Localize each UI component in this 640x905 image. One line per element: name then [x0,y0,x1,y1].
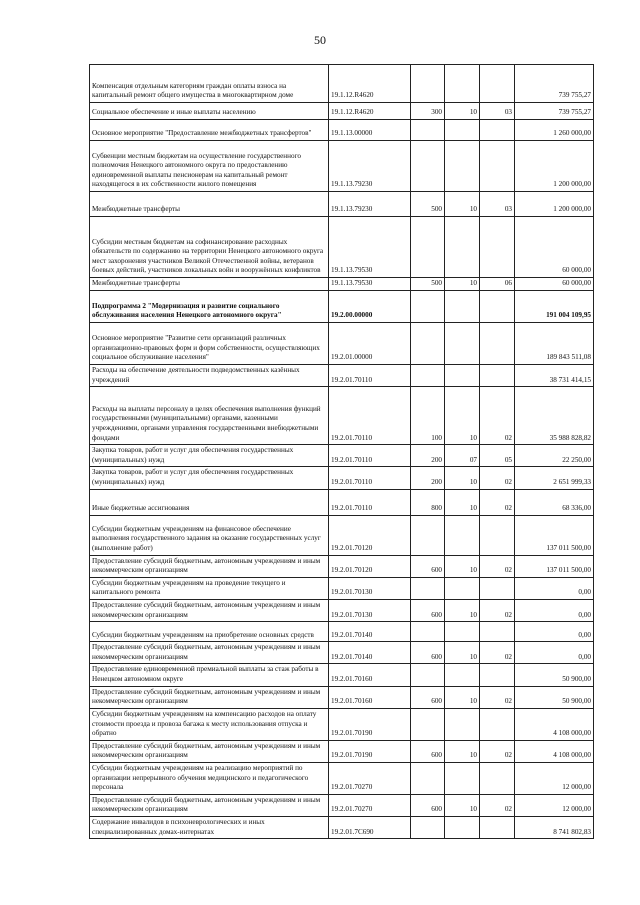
cell-amount: 60 000,00 [515,217,594,278]
cell-name: Предоставление единовременной премиальной выплаты за стаж работы в Ненецком автономном округе [90,664,329,686]
cell-amount: 12 000,00 [515,794,594,816]
cell-name: Основное мероприятие "Развитие сети организаций различных организационно-правовых форм и форм собственности, осуществляющих социальное обслуживание населения" [90,323,329,365]
table-row [90,708,594,740]
table-row [90,387,594,445]
budget-table-body [90,65,594,839]
cell-section: 10 [445,642,480,664]
cell-expense-group: 600 [411,794,445,816]
cell-subsection: 03 [480,192,515,217]
cell-subsection: 02 [480,387,515,445]
cell-expense-group: 600 [411,740,445,762]
cell-code: 19.1.12.R4620 [329,103,411,120]
cell-expense-group [411,577,445,599]
cell-name: Межбюджетные трансферты [90,192,329,217]
cell-name: Предоставление субсидий бюджетным, автономным учреждениям и иным некоммерческим организациям [90,642,329,664]
cell-amount: 1 200 000,00 [515,141,594,192]
cell-subsection [480,141,515,192]
cell-subsection: 02 [480,740,515,762]
cell-subsection: 06 [480,278,515,291]
table-row [90,445,594,467]
cell-expense-group: 500 [411,278,445,291]
cell-section: 10 [445,192,480,217]
cell-amount: 60 000,00 [515,278,594,291]
cell-amount: 4 108 000,00 [515,740,594,762]
cell-code: 19.2.00.00000 [329,291,411,323]
table-row [90,599,594,621]
cell-section [445,664,480,686]
cell-amount: 50 900,00 [515,664,594,686]
table-row [90,192,594,217]
cell-name: Подпрограмма 2 "Модернизация и развитие социального обслуживания населения Ненецкого автономного округа" [90,291,329,323]
table-row [90,467,594,489]
cell-section [445,577,480,599]
cell-name: Предоставление субсидий бюджетным, автономным учреждениям и иным некоммерческим организациям [90,555,329,577]
cell-code: 19.2.01.00000 [329,323,411,365]
cell-expense-group: 800 [411,489,445,515]
cell-code: 19.2.01.70190 [329,708,411,740]
cell-subsection [480,664,515,686]
cell-subsection [480,120,515,141]
table-row [90,515,594,555]
cell-code: 19.2.01.70270 [329,762,411,794]
cell-code: 19.2.01.70130 [329,577,411,599]
table-row [90,141,594,192]
table-row [90,817,594,839]
table-row [90,489,594,515]
table-row [90,103,594,120]
cell-code: 19.1.13.79530 [329,217,411,278]
cell-section [445,291,480,323]
cell-amount: 739 755,27 [515,65,594,103]
cell-subsection: 02 [480,467,515,489]
cell-code: 19.2.01.70110 [329,489,411,515]
cell-section [445,622,480,642]
cell-section [445,817,480,839]
cell-expense-group: 200 [411,445,445,467]
cell-amount: 191 004 109,95 [515,291,594,323]
cell-name: Субсидии местным бюджетам на софинансирование расходных обязательств по содержанию на территории Ненецкого автономного округа мест захоронения участников Великой Отечественной войны, ветеранов боевых действий, участников локальных войн и вооружённых конфликтов [90,217,329,278]
cell-expense-group: 600 [411,599,445,621]
cell-subsection: 02 [480,599,515,621]
cell-code: 19.1.13.79230 [329,192,411,217]
cell-expense-group [411,622,445,642]
budget-table [89,64,594,839]
cell-name: Содержание инвалидов в психоневрологических и иных специализированных домах-интернатах [90,817,329,839]
cell-section [445,323,480,365]
cell-amount: 137 011 500,00 [515,555,594,577]
cell-amount: 0,00 [515,642,594,664]
cell-amount: 68 336,00 [515,489,594,515]
cell-subsection [480,217,515,278]
cell-expense-group [411,762,445,794]
cell-subsection [480,65,515,103]
cell-section: 10 [445,467,480,489]
cell-section [445,65,480,103]
cell-subsection: 03 [480,103,515,120]
cell-expense-group: 500 [411,192,445,217]
cell-code: 19.2.01.70140 [329,642,411,664]
cell-amount: 12 000,00 [515,762,594,794]
cell-code: 19.2.01.70130 [329,599,411,621]
cell-name: Предоставление субсидий бюджетным, автономным учреждениям и иным некоммерческим организациям [90,599,329,621]
cell-subsection: 02 [480,642,515,664]
cell-section [445,515,480,555]
cell-code: 19.2.01.70190 [329,740,411,762]
table-row [90,291,594,323]
table-row [90,555,594,577]
cell-section [445,141,480,192]
table-row [90,664,594,686]
cell-expense-group: 600 [411,686,445,708]
cell-expense-group [411,141,445,192]
cell-section: 10 [445,103,480,120]
table-row [90,622,594,642]
cell-name: Закупка товаров, работ и услуг для обеспечения государственных (муниципальных) нужд [90,467,329,489]
cell-name: Субсидии бюджетным учреждениям на проведение текущего и капитального ремонта [90,577,329,599]
table-row [90,740,594,762]
cell-subsection [480,622,515,642]
cell-amount: 0,00 [515,599,594,621]
cell-name: Межбюджетные трансферты [90,278,329,291]
cell-subsection: 05 [480,445,515,467]
cell-section: 10 [445,278,480,291]
cell-name: Субсидии бюджетным учреждениям на реализацию мероприятий по организации непрерывного обучения медицинского и педагогического персонала [90,762,329,794]
cell-code: 19.1.13.00000 [329,120,411,141]
table-row [90,65,594,103]
cell-section: 10 [445,387,480,445]
cell-section: 10 [445,740,480,762]
cell-name: Социальное обеспечение и иные выплаты населению [90,103,329,120]
cell-expense-group: 100 [411,387,445,445]
cell-name: Субсидии бюджетным учреждениям на финансовое обеспечение выполнения государственного задания на оказание государственных услуг (выполнение работ) [90,515,329,555]
cell-expense-group: 200 [411,467,445,489]
table-row [90,577,594,599]
table-row [90,686,594,708]
cell-name: Субвенции местным бюджетам на осуществление государственного полномочия Ненецкого автономного округа по предоставлению единовременной выплаты пенсионерам на капитальный ремонт находящегося в их собственности жилого помещения [90,141,329,192]
cell-expense-group: 600 [411,555,445,577]
cell-expense-group [411,217,445,278]
cell-subsection [480,515,515,555]
cell-section [445,365,480,387]
cell-amount: 739 755,27 [515,103,594,120]
cell-code: 19.2.01.70110 [329,467,411,489]
cell-subsection [480,708,515,740]
cell-name: Субсидии бюджетным учреждениям на компенсацию расходов на оплату стоимости проезда и провоза багажа к месту использования отпуска и обратно [90,708,329,740]
cell-code: 19.1.13.79230 [329,141,411,192]
cell-name: Расходы на выплаты персоналу в целях обеспечения выполнения функций государственными (муниципальными) органами, казенными учреждениями, органами управления государственными внебюджетными фондами [90,387,329,445]
cell-expense-group: 300 [411,103,445,120]
cell-subsection: 02 [480,489,515,515]
cell-code: 19.2.01.70110 [329,365,411,387]
cell-expense-group [411,120,445,141]
cell-subsection [480,365,515,387]
cell-name: Закупка товаров, работ и услуг для обеспечения государственных (муниципальных) нужд [90,445,329,467]
cell-name: Иные бюджетные ассигнования [90,489,329,515]
page-number: 50 [314,33,326,47]
cell-subsection [480,323,515,365]
cell-section: 10 [445,555,480,577]
cell-subsection [480,762,515,794]
cell-code: 19.2.01.70140 [329,622,411,642]
cell-expense-group [411,708,445,740]
cell-section [445,217,480,278]
cell-section [445,762,480,794]
cell-section: 10 [445,794,480,816]
cell-code: 19.2.01.70120 [329,555,411,577]
cell-amount: 189 843 511,08 [515,323,594,365]
cell-amount: 1 200 000,00 [515,192,594,217]
cell-code: 19.2.01.70120 [329,515,411,555]
cell-expense-group [411,323,445,365]
cell-amount: 8 741 802,83 [515,817,594,839]
cell-code: 19.2.01.7C690 [329,817,411,839]
table-row [90,217,594,278]
cell-section [445,120,480,141]
table-row [90,278,594,291]
cell-amount: 0,00 [515,577,594,599]
cell-subsection: 02 [480,794,515,816]
cell-section [445,708,480,740]
cell-section: 10 [445,489,480,515]
cell-amount: 22 250,00 [515,445,594,467]
cell-amount: 1 260 000,00 [515,120,594,141]
cell-code: 19.2.01.70160 [329,664,411,686]
cell-subsection: 02 [480,686,515,708]
cell-expense-group [411,664,445,686]
cell-subsection [480,291,515,323]
cell-name: Основное мероприятие "Предоставление межбюджетных трансфертов" [90,120,329,141]
cell-code: 19.2.01.70110 [329,387,411,445]
cell-expense-group [411,515,445,555]
table-row [90,365,594,387]
cell-expense-group [411,65,445,103]
cell-subsection: 02 [480,555,515,577]
cell-name: Предоставление субсидий бюджетным, автономным учреждениям и иным некоммерческим организациям [90,740,329,762]
cell-subsection [480,577,515,599]
cell-name: Расходы на обеспечение деятельности подведомственных казённых учреждений [90,365,329,387]
cell-name: Предоставление субсидий бюджетным, автономным учреждениям и иным некоммерческим организациям [90,794,329,816]
cell-name: Предоставление субсидий бюджетным, автономным учреждениям и иным некоммерческим организациям [90,686,329,708]
cell-code: 19.2.01.70270 [329,794,411,816]
cell-amount: 2 651 999,33 [515,467,594,489]
cell-amount: 35 988 828,82 [515,387,594,445]
cell-amount: 0,00 [515,622,594,642]
cell-code: 19.2.01.70110 [329,445,411,467]
cell-amount: 137 011 500,00 [515,515,594,555]
cell-amount: 4 108 000,00 [515,708,594,740]
cell-name: Субсидии бюджетным учреждениям на приобретение основных средств [90,622,329,642]
cell-amount: 50 900,00 [515,686,594,708]
cell-expense-group [411,291,445,323]
cell-code: 19.1.13.79530 [329,278,411,291]
cell-expense-group [411,365,445,387]
table-row [90,120,594,141]
cell-code: 19.2.01.70160 [329,686,411,708]
table-row [90,794,594,816]
cell-expense-group [411,817,445,839]
cell-section: 10 [445,686,480,708]
cell-code: 19.1.12.R4620 [329,65,411,103]
cell-expense-group: 600 [411,642,445,664]
table-row [90,323,594,365]
table-row [90,762,594,794]
cell-section: 10 [445,599,480,621]
cell-name: Компенсация отдельным категориям граждан оплаты взноса на капитальный ремонт общего имущества в многоквартирном доме [90,65,329,103]
cell-amount: 38 731 414,15 [515,365,594,387]
cell-section: 07 [445,445,480,467]
table-row [90,642,594,664]
cell-subsection [480,817,515,839]
